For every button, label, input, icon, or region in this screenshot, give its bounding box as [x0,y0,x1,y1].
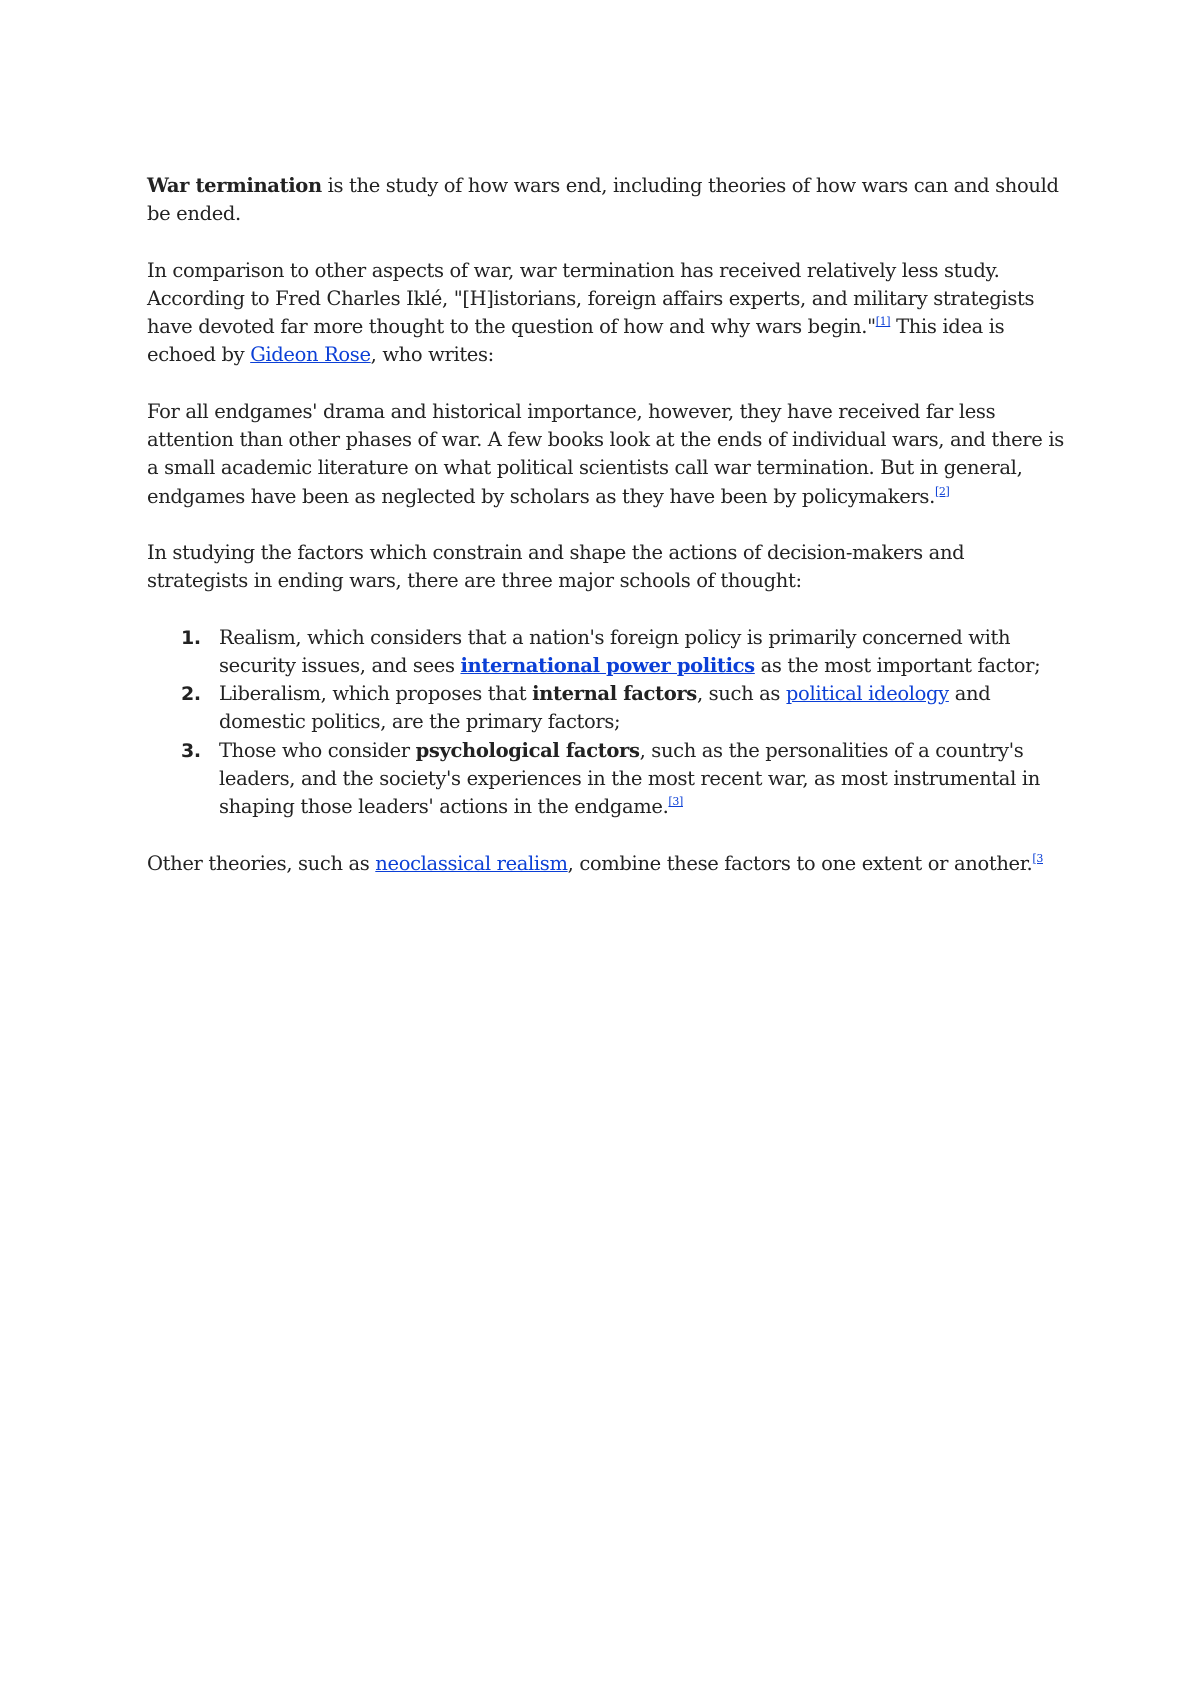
list-number: 3. [181,739,201,762]
list-item-liberalism [147,680,1067,737]
other-theories-paragraph [147,850,1067,878]
term-heading: War termination [147,174,322,197]
list-number: 1. [181,626,201,649]
liberalism-text: Liberalism, which proposes that [219,682,533,706]
other-theories-text-2: , combine these factors to one extent or another. [567,851,1033,875]
psychological-text-2: , such as the personalities of a country's leaders, and the society's experiences in the most recent war, as most instrumental in shaping those leaders' actions in the endgame. [219,738,1040,819]
international-power-politics-link[interactable]: international power politics [460,653,755,677]
comparison-text: In comparison to other aspects of war, war termination has received relatively less study. According to Fred Charles Iklé, "[H]istorians, foreign affairs experts, and military strategists have devoted far more thought to the question of how and why wars begin." [147,258,1035,339]
intro-paragraph [147,172,1067,229]
quote-paragraph [147,398,1067,511]
citation-3-link[interactable]: [3] [668,795,683,809]
psychological-text: Those who consider [219,738,416,762]
realism-text: Realism, which considers that a nation's foreign policy is primarily concerned with security issues, and sees [219,625,1011,677]
list-item-psychological [147,737,1067,822]
liberalism-text-2: , such as [696,682,786,706]
liberalism-text-3: and domestic politics, are the primary factors; [219,682,991,734]
citation-2-link[interactable]: [2] [934,484,950,498]
citation-3b [1032,852,1043,865]
comparison-text-2: This idea is echoed by [147,315,1005,367]
list-item-realism [147,624,1067,681]
realism-text-2: as the most important factor; [754,653,1041,677]
list-number: 2. [181,683,201,706]
political-ideology-link[interactable]: political ideology [785,682,949,706]
document-page [147,172,1067,906]
schools-intro-text: In studying the factors which constrain and shape the actions of decision-makers and strategists in ending wars, there are three major schools of thought: [147,540,965,593]
citation-1 [876,315,891,328]
schools-list [147,624,1067,822]
gideon-rose-link[interactable]: Gideon Rose [250,343,371,367]
other-theories-text: Other theories, such as [147,851,376,875]
citation-1-link[interactable]: [1] [875,315,891,329]
comparison-text-3: , who writes: [370,343,494,367]
intro-text: is the study of how wars end, including theories of how wars can and should be ended. [147,174,1059,226]
quote-text: For all endgames' drama and historical importance, however, they have received far less attention than other phases of war. A few books look at the ends of individual wars, and there is a small academic literature on what political scientists call war termination. But in general, endgames have been as neglected by scholars as they have been by policymakers. [147,399,1064,508]
internal-factors-term: internal factors [532,682,697,706]
citation-2 [935,485,950,498]
schools-intro-paragraph [147,539,1067,596]
neoclassical-realism-link[interactable]: neoclassical realism [375,851,568,875]
citation-3 [668,795,683,808]
psychological-factors-term: psychological factors [415,738,640,762]
citation-3b-link[interactable]: [3 [1032,851,1043,865]
comparison-paragraph [147,257,1067,370]
